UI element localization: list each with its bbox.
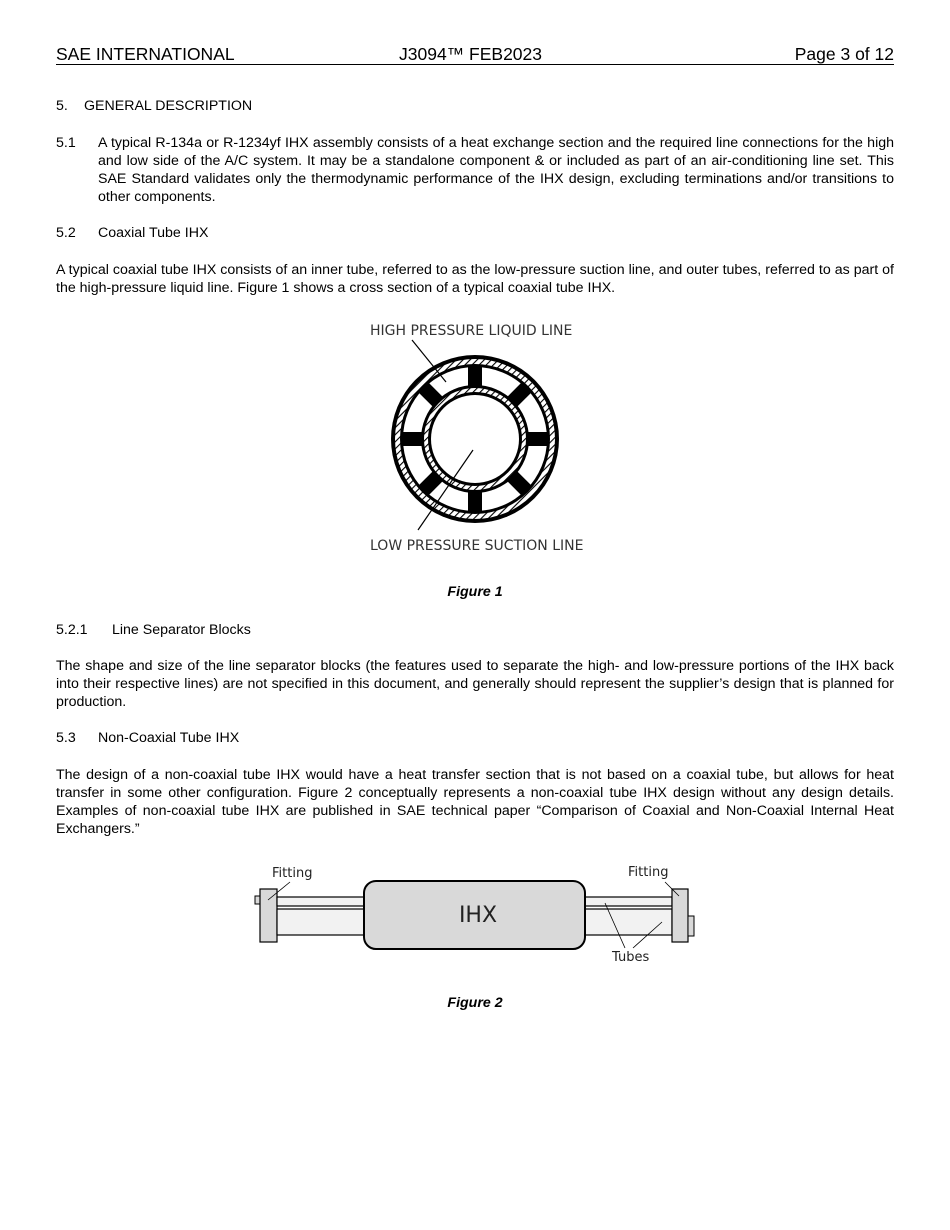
section-number: 5.3 [56,730,76,746]
label-fitting-right: Fitting [628,865,669,880]
section-title: GENERAL DESCRIPTION [84,98,253,114]
header-page-number: Page 3 of 12 [794,44,894,64]
right-tube-lower [584,909,672,935]
figure-2-non-coaxial-ihx [250,856,700,971]
section-title: Non-Coaxial Tube IHX [98,730,240,746]
low-pressure-bore [431,395,519,483]
paragraph-5-3: The design of a non-coaxial tube IHX would have a heat transfer section that is not based on a coaxial tube, but allows for heat transfer in some other configuration. Figure 2 conceptually represents a non-coaxial tube IHX design without any design details. Examples of non-coaxial tube IHX are published in SAE technical paper “Comparison of Coaxial and Non-Coaxial Internal Heat Exchangers.” [56,767,894,837]
right-fitting [672,889,688,942]
section-number: 5.2.1 [56,622,88,638]
section-5-2-heading [56,224,894,242]
page-header [56,44,894,65]
right-tube-upper [584,897,672,906]
section-5-2-1-heading [56,621,894,639]
section-title: Line Separator Blocks [112,622,251,638]
header-doc-id: J3094™ FEB2023 [399,44,543,64]
section-5-1-text: A typical R-134a or R-1234yf IHX assembly consists of a heat exchange section and the required line connections for the high and low side of the A/C system. It may be a standalone component & or included as part of an air-conditioning line set. This SAE Standard validates only the thermodynamic performance of the IHX design, excluding terminations and/or transitions to other components. [98,135,894,205]
section-title: Coaxial Tube IHX [98,225,209,241]
label-tubes: Tubes [612,950,650,965]
figure-2-caption: Figure 2 [447,995,503,1011]
section-number: 5.1 [56,135,76,151]
paragraph-5-2: A typical coaxial tube IHX consists of an inner tube, referred to as the low-pressure suction line, and outer tubes, referred to as part of the high-pressure liquid line. Figure 1 shows a cross section of a typical coaxial tube IHX. [56,262,894,296]
label-high-pressure-liquid-line: HIGH PRESSURE LIQUID LINE [370,323,573,339]
label-low-pressure-suction-line: LOW PRESSURE SUCTION LINE [370,538,584,554]
left-tube-upper [277,897,365,906]
label-ihx: IHX [458,903,498,928]
left-fitting [260,889,277,942]
section-number: 5. [56,98,68,114]
header-org: SAE INTERNATIONAL [56,44,235,64]
section-number: 5.2 [56,225,76,241]
section-5-heading [56,98,894,116]
figure-1-coaxial-cross-section [360,316,590,561]
section-5-1 [56,134,894,206]
figure-1-caption: Figure 1 [447,584,503,600]
label-fitting-left: Fitting [272,866,313,881]
left-tube-lower [277,909,365,935]
paragraph-5-2-1: The shape and size of the line separator blocks (the features used to separate the high- and low-pressure portions of the IHX back into their respective lines) are not specified in this document, and generally should represent the supplier’s design that is planned for production. [56,658,894,710]
section-5-3-heading [56,729,894,747]
